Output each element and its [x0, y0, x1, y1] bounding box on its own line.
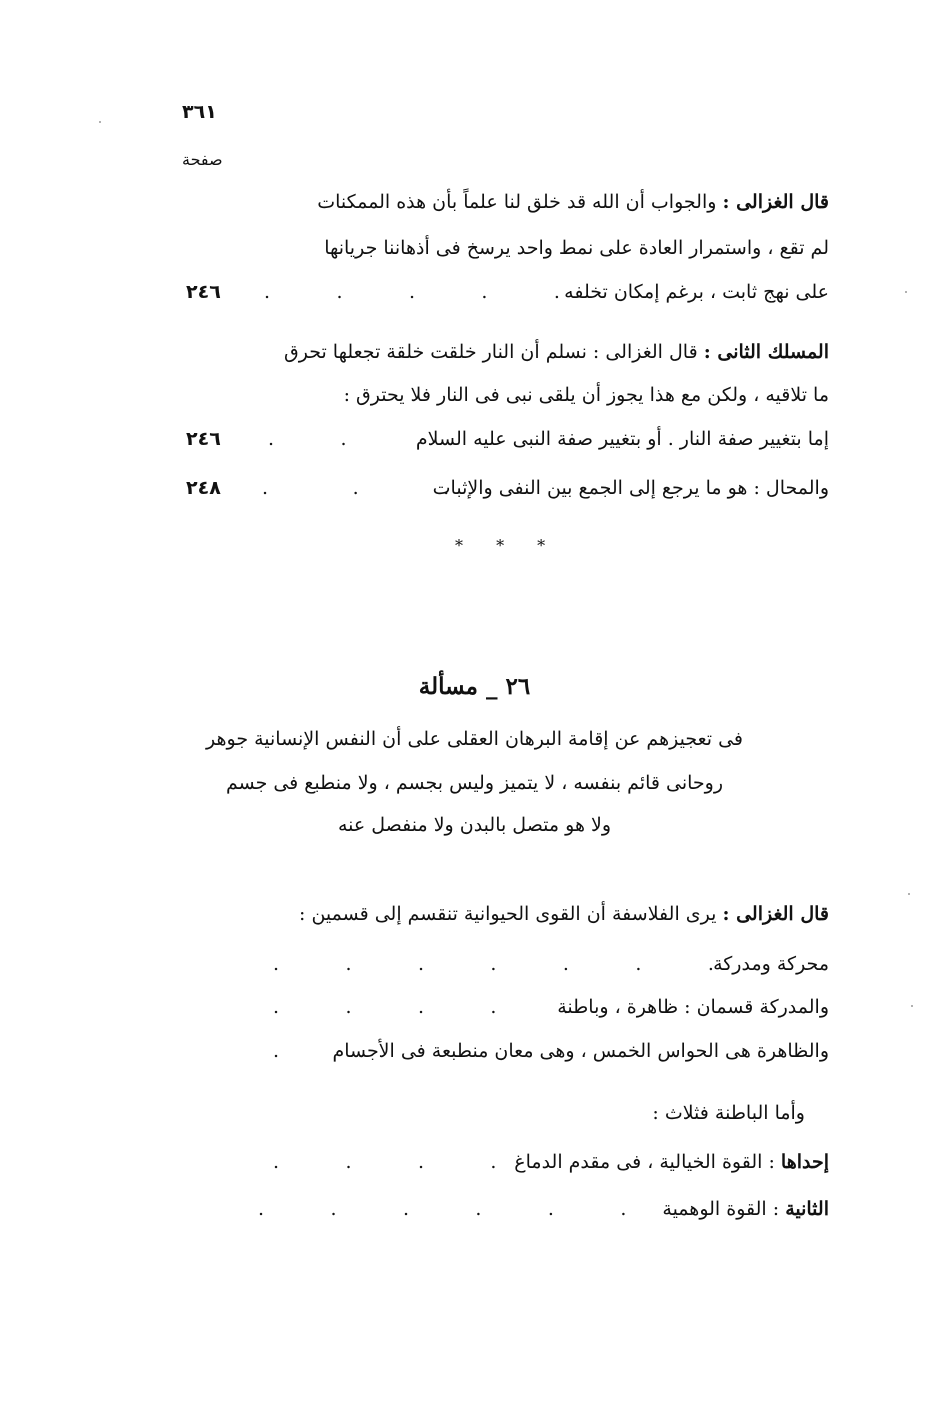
leader-dots: . . .	[262, 477, 450, 499]
entry-2-line-3: إما بتغيير صفة النار . أو بتغيير صفة النبى عليه السلام	[415, 428, 829, 450]
section-subtitle-line-3: ولا هو متصل بالبدن ولا منفصل عنه	[337, 814, 612, 836]
body-line-6-text: : القوة الخيالية ، فى مقدم الدماغ	[514, 1151, 775, 1173]
entry-2-line-1	[284, 341, 829, 363]
leader-dots: . . . . . .	[258, 1198, 627, 1220]
entry-1-line-3: على نهج ثابت ، برغم إمكان تخلفه	[564, 281, 829, 303]
section-subtitle-line-2: روحانى قائم بنفسه ، لا يتميز وليس بجسم ، ولا منطبع فى جسم	[225, 772, 724, 794]
body-line-3: والمدركة قسمان : ظاهرة ، وباطنة	[557, 996, 829, 1018]
section-title: ٢٦ _ مسألة	[418, 673, 531, 700]
scan-speck	[911, 1005, 913, 1007]
leader-dots: .	[273, 1040, 280, 1062]
body-line-1-text: يرى الفلاسفة أن القوى الحيوانية تنقسم إلى قسمين :	[299, 903, 717, 925]
body-line-1-label: قال الغزالى :	[722, 903, 829, 925]
leader-dots: . . . .	[273, 1151, 497, 1173]
scan-speck	[905, 291, 907, 293]
leader-dots: . . . . . . .	[273, 953, 714, 975]
section-separator: * * *	[455, 536, 560, 555]
scan-speck	[99, 121, 101, 123]
entry-1-page-ref: ٢٤٦	[186, 281, 221, 303]
scan-speck	[908, 893, 910, 895]
body-line-7-text: : القوة الوهمية	[662, 1198, 780, 1220]
leader-dots: . . . . .	[273, 996, 569, 1018]
entry-1-line-1	[317, 191, 829, 213]
entry-2-line-2: ما تلاقيه ، ولكن مع هذا يجوز أن يلقى نبى فى النار فلا يحترق :	[343, 384, 829, 406]
body-line-2: محركة ومدركة	[713, 953, 829, 975]
leader-dots: . . . . .	[264, 281, 560, 303]
body-line-6	[514, 1151, 829, 1173]
body-line-7-label: الثانية	[785, 1198, 829, 1220]
page-number: ٣٦١	[182, 101, 217, 123]
entry-3-page-ref: ٢٤٨	[186, 477, 221, 499]
entry-1-label: قال الغزالى :	[722, 191, 829, 213]
entry-2-page-ref: ٢٤٦	[186, 428, 221, 450]
section-subtitle-line-1: فى تعجيزهم عن إقامة البرهان العقلى على أن النفس الإنسانية جوهر	[206, 728, 743, 750]
entry-2-label: المسلك الثانى :	[703, 341, 829, 363]
entry-1-line-2: لم تقع ، واستمرار العادة على نمط واحد يرسخ فى أذهاننا جريانها	[324, 237, 829, 259]
body-line-5: وأما الباطنة فثلاث :	[652, 1102, 805, 1124]
body-line-7	[662, 1198, 829, 1220]
body-line-1	[299, 903, 829, 925]
leader-dots: . .	[268, 428, 347, 450]
body-line-4: والظاهرة هى الحواس الخمس ، وهى معان منطبعة فى الأجسام	[332, 1040, 829, 1062]
page-column-label: صفحة	[182, 150, 223, 169]
body-line-6-label: إحداها	[780, 1151, 829, 1173]
entry-1-text-1: والجواب أن الله قد خلق لنا علماً بأن هذه الممكنات	[317, 191, 717, 213]
entry-2-text-1: قال الغزالى : نسلم أن النار خلقت خلقة تجعلها تحرق	[283, 341, 698, 363]
entry-3-line-1: والمحال : هو ما يرجع إلى الجمع بين النفى والإثبات	[432, 477, 829, 499]
